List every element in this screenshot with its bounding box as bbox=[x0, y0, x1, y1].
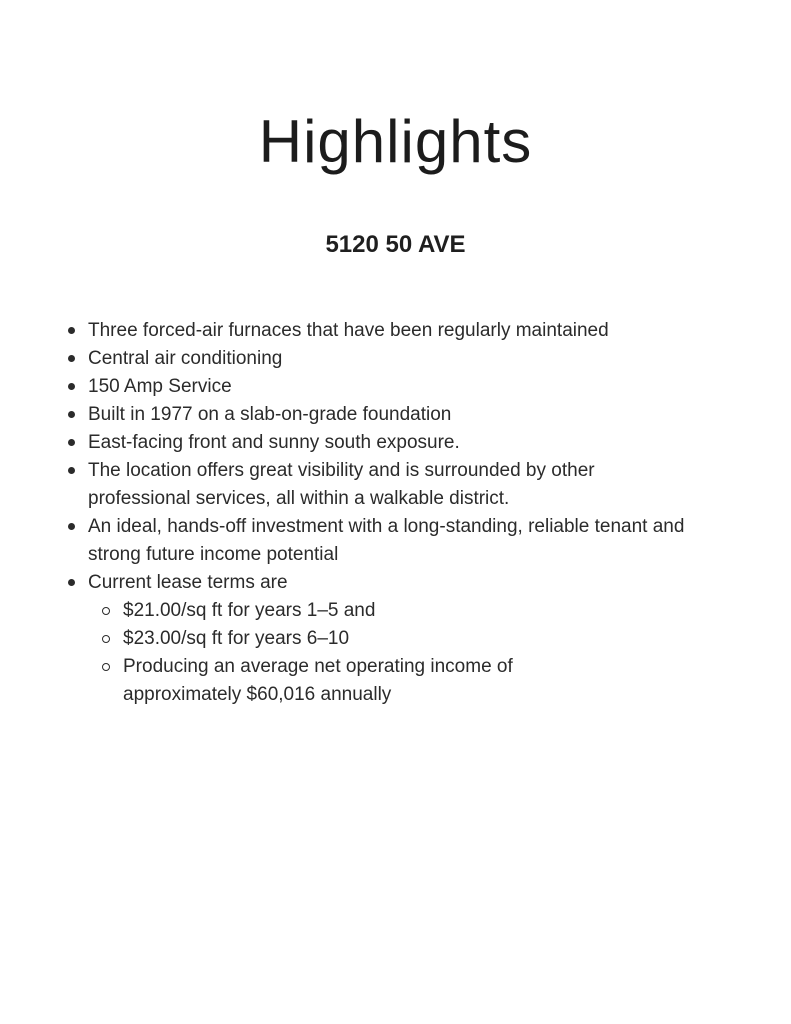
circle-bullet-icon bbox=[102, 607, 110, 615]
list-item bbox=[66, 429, 698, 457]
sub-bullet-text: Producing an average net operating income of approximately $60,016 annually bbox=[123, 655, 513, 705]
list-item bbox=[66, 373, 698, 401]
bullet-icon bbox=[68, 411, 75, 418]
bullet-icon bbox=[68, 327, 75, 334]
bullet-icon bbox=[68, 355, 75, 362]
bullet-text: East-facing front and sunny south exposure. bbox=[88, 431, 460, 453]
bullet-text: The location offers great visibility and is surrounded by other professional services, all within a walkable district. bbox=[88, 459, 595, 509]
list-item bbox=[66, 401, 698, 429]
bullet-icon bbox=[68, 383, 75, 390]
sub-list-item bbox=[88, 653, 593, 709]
highlights-list bbox=[66, 317, 791, 709]
bullet-icon bbox=[68, 579, 75, 586]
bullet-text: Central air conditioning bbox=[88, 347, 283, 369]
bullet-text: Three forced-air furnaces that have been regularly maintained bbox=[88, 319, 609, 341]
list-item bbox=[66, 345, 698, 373]
list-item bbox=[66, 569, 698, 709]
property-address: 5120 50 AVE bbox=[325, 231, 466, 258]
bullet-icon bbox=[68, 467, 75, 474]
circle-bullet-icon bbox=[102, 663, 110, 671]
bullet-text: Current lease terms are bbox=[88, 571, 288, 593]
bullet-icon bbox=[68, 523, 75, 530]
list-item bbox=[66, 513, 698, 569]
circle-bullet-icon bbox=[102, 635, 110, 643]
bullet-text: Built in 1977 on a slab-on-grade foundation bbox=[88, 403, 452, 425]
sub-list-item bbox=[88, 625, 593, 653]
bullet-text: An ideal, hands-off investment with a long-standing, reliable tenant and strong future income potential bbox=[88, 515, 685, 565]
lease-terms-sublist bbox=[88, 597, 698, 709]
list-item bbox=[66, 457, 698, 513]
sub-list-item bbox=[88, 597, 593, 625]
sub-bullet-text: $21.00/sq ft for years 1–5 and bbox=[123, 599, 376, 621]
list-item bbox=[66, 317, 698, 345]
sub-bullet-text: $23.00/sq ft for years 6–10 bbox=[123, 627, 350, 649]
bullet-text: 150 Amp Service bbox=[88, 375, 232, 397]
bullet-icon bbox=[68, 439, 75, 446]
page-title: Highlights bbox=[258, 108, 533, 175]
